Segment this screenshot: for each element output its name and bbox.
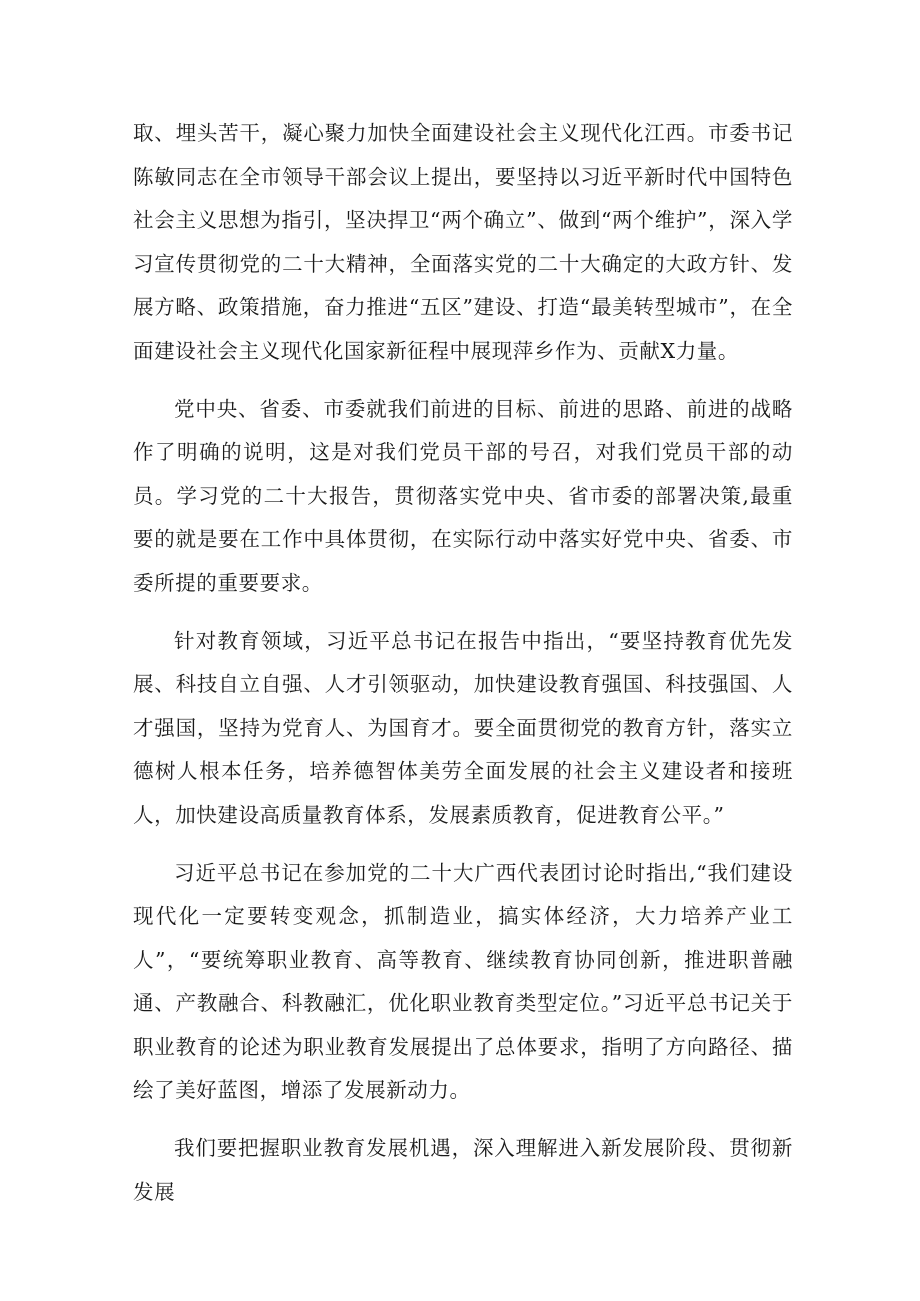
paragraph: 习近平总书记在参加党的二十大广西代表团讨论时指出,“我们建设现代化一定要转变观念，抓制造业，搞实体经济，大力培养产业工人”，“要统筹职业教育、高等教育、继续教育协同创新，推进职普融通、产教融合、科教融汇，优化职业教育类型定位。”习近平总书记关于职业教育的论述为职业教育发展提出了总体要求，指明了方向路径、描绘了美好蓝图，增添了发展新动力。 [133,860,793,1102]
paragraph-continuation: 取、埋头苦干，凝心聚力加快全面建设社会主义现代化江西。市委书记陈敏同志在全市领导干部会议上提出，要坚持以习近平新时代中国特色社会主义思想为指引，坚决捍卫“两个确立”、做到“两个维护”，深入学习宣传贯彻党的二十大精神，全面落实党的二十大确定的大政方针、发展方略、政策措施，奋力推进“五区”建设、打造“最美转型城市”，在全面建设社会主义现代化国家新征程中展现萍乡作为、贡献X力量。 [133,121,793,363]
paragraph: 党中央、省委、市委就我们前进的目标、前进的思路、前进的战略作了明确的说明，这是对我们党员干部的号召，对我们党员干部的动员。学习党的二十大报告，贯彻落实党中央、省市委的部署决策,最重要的就是要在工作中具体贯彻，在实际行动中落实好党中央、省委、市委所提的重要要求。 [133,396,793,595]
paragraph: 我们要把握职业教育发展机遇，深入理解进入新发展阶段、贯彻新发展 [133,1136,793,1204]
document-body [133,112,793,1229]
paragraph: 针对教育领域，习近平总书记在报告中指出，“要坚持教育优先发展、科技自立自强、人才引领驱动，加快建设教育强国、科技强国、人才强国，坚持为党育人、为国育才。要全面贯彻党的教育方针，落实立德树人根本任务，培养德智体美劳全面发展的社会主义建设者和接班人，加快建设高质量教育体系，发展素质教育，促进教育公平。” [133,628,793,827]
